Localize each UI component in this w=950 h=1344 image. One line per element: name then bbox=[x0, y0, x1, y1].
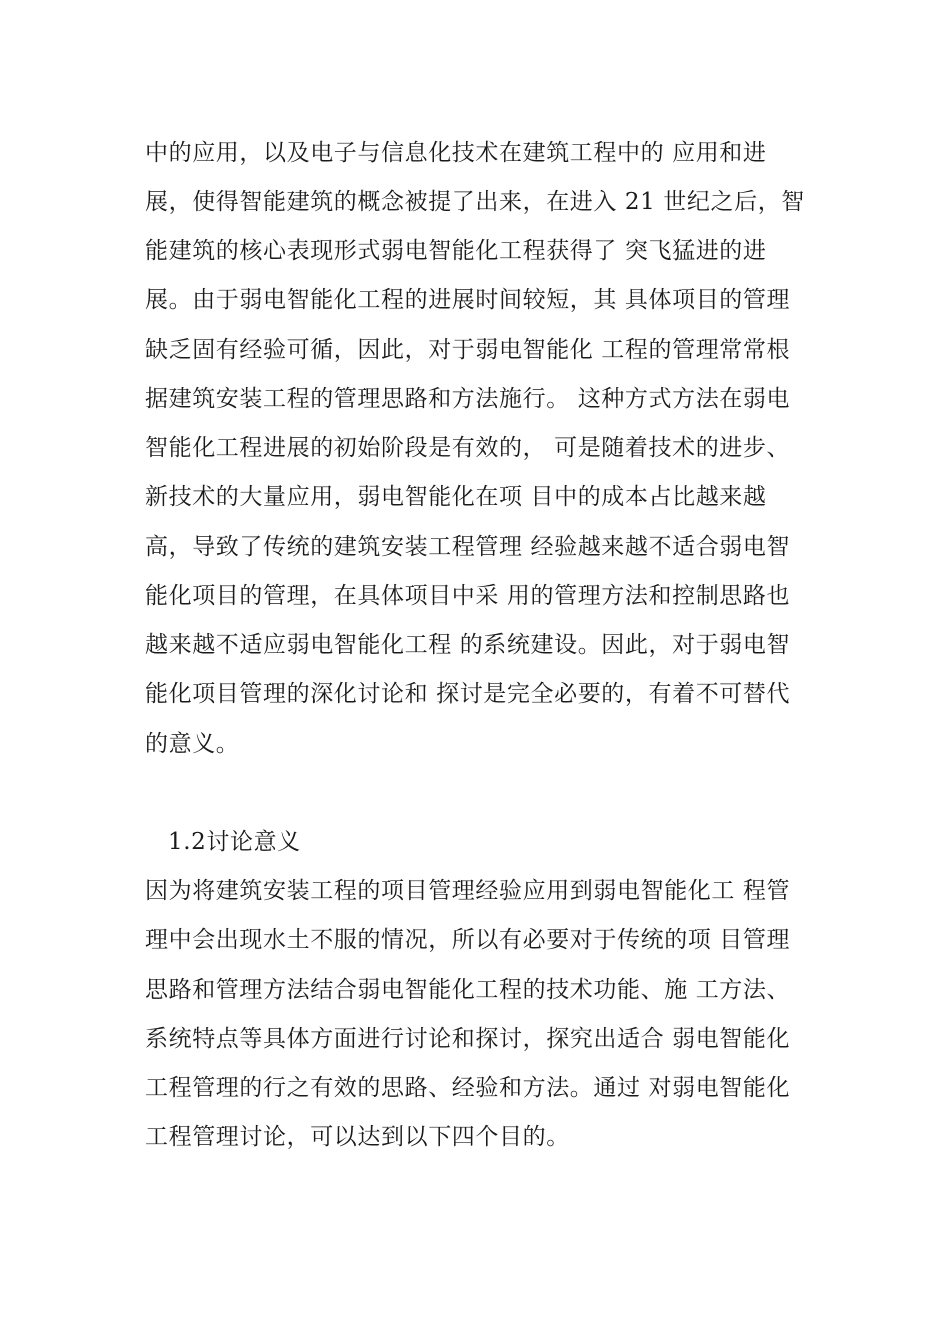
paragraph-1-line: 能建筑的核心表现形式弱电智能化工程获得了 突飞猛进的进 bbox=[145, 238, 767, 264]
paragraph-1-line: 缺乏固有经验可循，因此，对于弱电智能化 工程的管理常常根 bbox=[145, 337, 791, 363]
paragraph-1-line: 智能化工程进展的初始阶段是有效的， 可是随着技术的进步、 bbox=[145, 435, 791, 461]
paragraph-2-line: 工程管理讨论，可以达到以下四个目的。 bbox=[145, 1124, 570, 1150]
paragraph-1-line: 据建筑安装工程的管理思路和方法施行。 这种方式方法在弱电 bbox=[145, 386, 791, 412]
paragraph-1-line: 新技术的大量应用，弱电智能化在项 目中的成本占比越来越 bbox=[145, 484, 767, 510]
paragraph-1-line: 展。由于弱电智能化工程的进展时间较短，其 具体项目的管理 bbox=[145, 287, 791, 313]
paragraph-1-line: 能化项目管理的深化讨论和 探讨是完全必要的，有着不可替代 bbox=[145, 681, 791, 707]
paragraph-1-line: 高，导致了传统的建筑安装工程管理 经验越来越不适合弱电智 bbox=[145, 534, 791, 560]
paragraph-1-line: 越来越不适应弱电智能化工程 的系统建设。因此，对于弱电智 bbox=[145, 632, 791, 658]
paragraph-2-line: 理中会出现水土不服的情况，所以有必要对于传统的项 目管理 bbox=[145, 927, 791, 953]
paragraph-2-line: 系统特点等具体方面进行讨论和探讨，探究出适合 弱电智能化 bbox=[145, 1026, 791, 1052]
paragraph-1-line: 的意义。 bbox=[145, 731, 240, 757]
paragraph-1-line: 中的应用，以及电子与信息化技术在建筑工程中的 应用和进 bbox=[145, 140, 767, 166]
paragraph-2-line: 工程管理的行之有效的思路、经验和方法。通过 对弱电智能化 bbox=[145, 1075, 791, 1101]
paragraph-1-line: 展，使得智能建筑的概念被提了出来，在进入 21 世纪之后，智 bbox=[145, 189, 805, 215]
section-heading: 1.2讨论意义 bbox=[168, 829, 301, 855]
paragraph-2-line: 思路和管理方法结合弱电智能化工程的技术功能、施 工方法、 bbox=[145, 977, 791, 1003]
paragraph-1-line: 能化项目的管理，在具体项目中采 用的管理方法和控制思路也 bbox=[145, 583, 791, 609]
paragraph-2-line: 因为将建筑安装工程的项目管理经验应用到弱电智能化工 程管 bbox=[145, 878, 791, 904]
